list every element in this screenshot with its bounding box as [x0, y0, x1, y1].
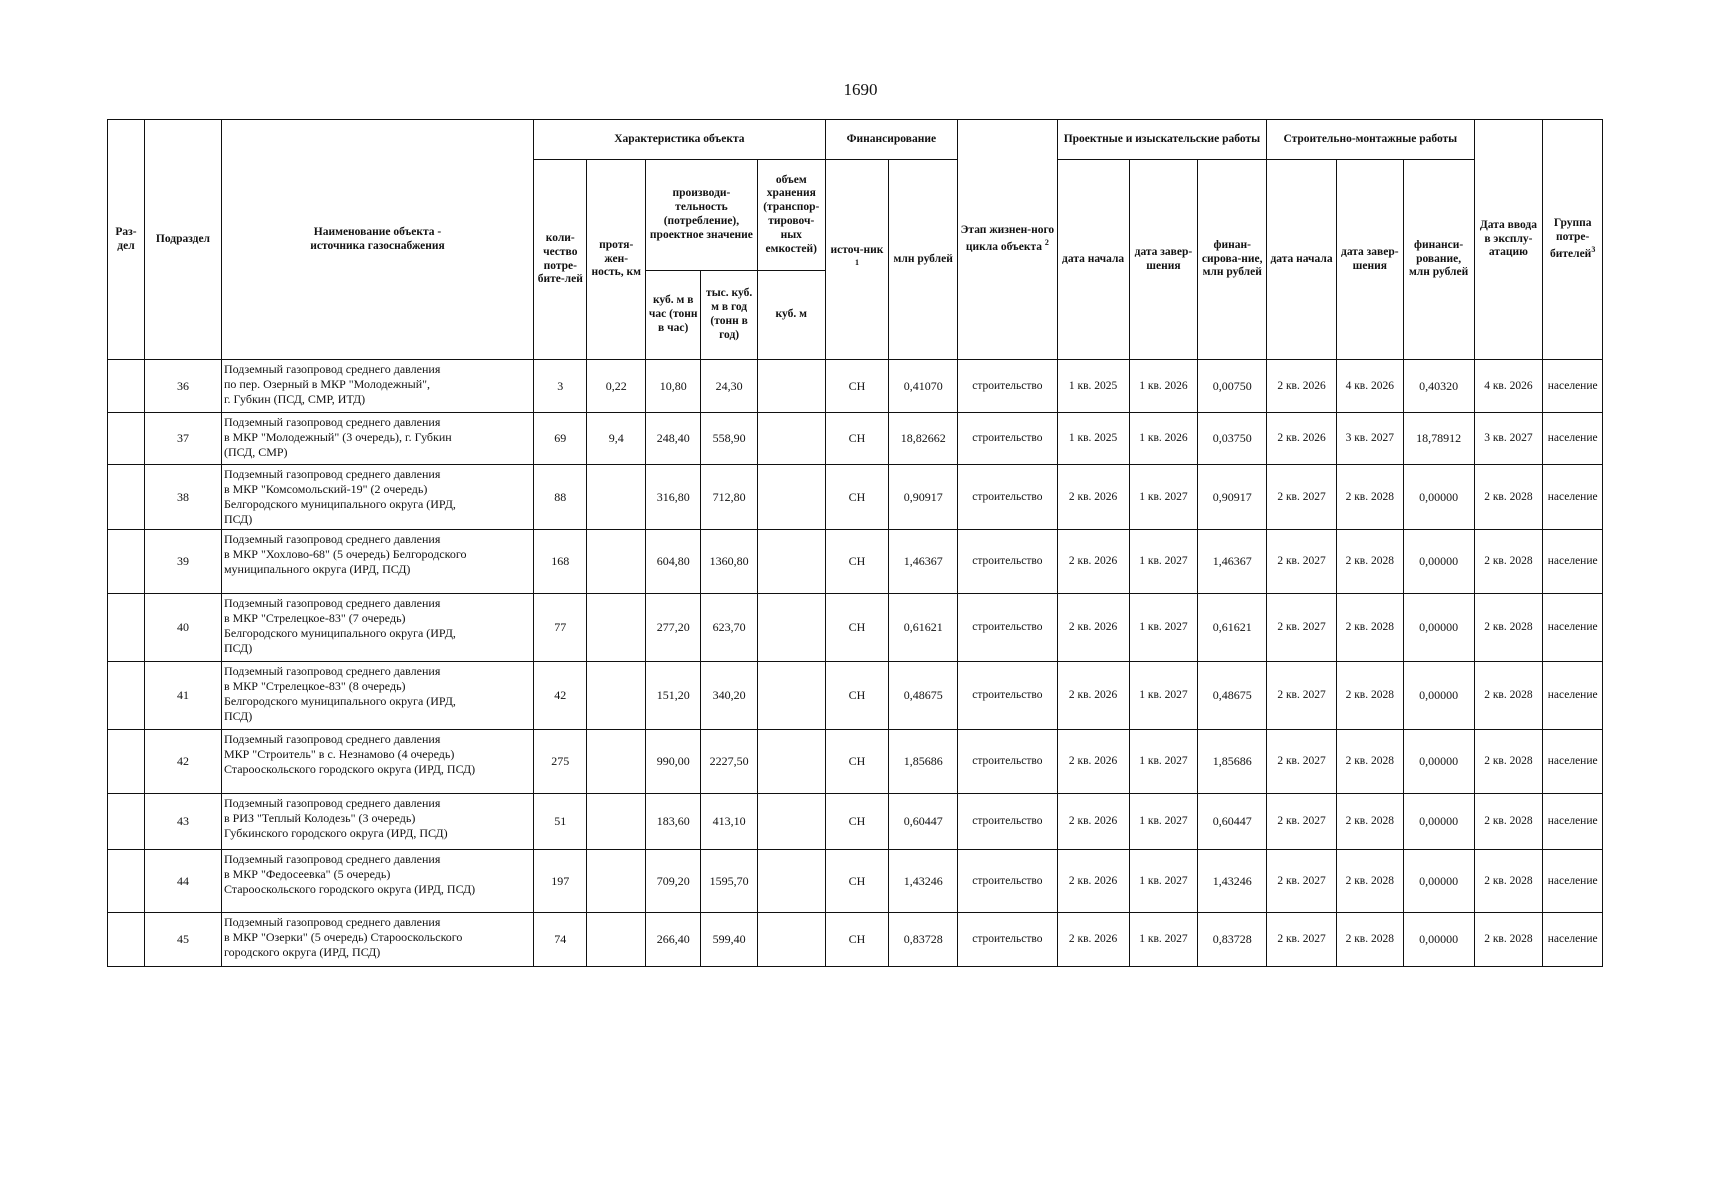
commissioning-cell: 2 кв. 2028 — [1474, 730, 1543, 794]
commissioning-cell: 3 кв. 2027 — [1474, 413, 1543, 465]
capacity-hour-cell: 10,80 — [645, 360, 700, 413]
consumers-cell: 197 — [534, 850, 587, 913]
header-source-label: источ-ник — [830, 244, 884, 257]
design-start-cell: 1 кв. 2025 — [1057, 413, 1129, 465]
header-source — [825, 160, 889, 360]
capacity-hour-cell: 248,40 — [645, 413, 700, 465]
amount-cell: 1,46367 — [889, 530, 958, 594]
design-end-cell: 1 кв. 2027 — [1129, 794, 1198, 850]
length-cell — [587, 730, 646, 794]
design-financing-cell: 0,61621 — [1198, 594, 1267, 662]
consumers-cell: 51 — [534, 794, 587, 850]
lifecycle-stage-cell: строительство — [958, 662, 1058, 730]
header-object-name — [221, 120, 533, 360]
consumers-cell: 88 — [534, 465, 587, 530]
construction-end-cell: 2 кв. 2028 — [1336, 465, 1403, 530]
source-cell: СН — [825, 465, 889, 530]
object-name-line: в МКР "Стрелецкое-83" (7 очередь) — [223, 611, 406, 625]
object-name-line: Губкинского городского округа (ИРД, ПСД) — [223, 826, 448, 840]
section-cell — [108, 850, 145, 913]
construction-start-cell: 2 кв. 2026 — [1267, 360, 1337, 413]
section-cell — [108, 662, 145, 730]
consumer-group-cell: население — [1543, 594, 1603, 662]
design-start-cell: 2 кв. 2026 — [1057, 465, 1129, 530]
object-name-cell — [221, 662, 533, 730]
consumer-group-cell: население — [1543, 850, 1603, 913]
object-name-line: Старооскольского городского округа (ИРД, ПСД) — [223, 882, 476, 896]
object-name-line: в МКР "Федосеевка" (5 очередь) — [223, 867, 391, 881]
length-cell: 9,4 — [587, 413, 646, 465]
construction-start-cell: 2 кв. 2027 — [1267, 794, 1337, 850]
header-construction-financing: финанси-рование, млн рублей — [1403, 160, 1474, 360]
lifecycle-stage-cell: строительство — [958, 850, 1058, 913]
consumers-cell: 42 — [534, 662, 587, 730]
section-cell — [108, 913, 145, 967]
object-name-line: Подземный газопровод среднего давления — [223, 796, 441, 810]
consumers-cell: 74 — [534, 913, 587, 967]
design-financing-cell: 0,00750 — [1198, 360, 1267, 413]
construction-financing-cell: 18,78912 — [1403, 413, 1474, 465]
table-row — [108, 594, 1603, 662]
source-cell: СН — [825, 530, 889, 594]
design-financing-cell: 1,43246 — [1198, 850, 1267, 913]
design-start-cell: 2 кв. 2026 — [1057, 662, 1129, 730]
header-construction-start: дата начала — [1267, 160, 1337, 360]
design-financing-cell: 0,03750 — [1198, 413, 1267, 465]
commissioning-cell: 2 кв. 2028 — [1474, 465, 1543, 530]
header-object-name-line: источника газоснабжения — [310, 239, 445, 252]
object-name-cell — [221, 594, 533, 662]
capacity-year-cell: 599,40 — [701, 913, 757, 967]
object-name-line: Белгородского муниципального округа (ИРД, — [223, 497, 456, 511]
object-name-line: муниципального округа (ИРД, ПСД) — [223, 562, 411, 576]
object-name-line: Белгородского муниципального округа (ИРД, — [223, 694, 456, 708]
capacity-hour-cell: 709,20 — [645, 850, 700, 913]
length-cell — [587, 530, 646, 594]
header-characteristics: Характеристика объекта — [534, 120, 826, 160]
construction-financing-cell: 0,00000 — [1403, 594, 1474, 662]
consumer-group-cell: население — [1543, 413, 1603, 465]
object-name-line: Подземный газопровод среднего давления — [223, 532, 441, 546]
storage-cell — [757, 913, 825, 967]
length-cell — [587, 913, 646, 967]
construction-financing-cell: 0,00000 — [1403, 850, 1474, 913]
construction-financing-cell: 0,00000 — [1403, 662, 1474, 730]
object-name-line: Подземный газопровод среднего давления — [223, 915, 441, 929]
object-name-cell — [221, 360, 533, 413]
header-section: Раз-дел — [108, 120, 145, 360]
capacity-hour-cell: 277,20 — [645, 594, 700, 662]
commissioning-cell: 2 кв. 2028 — [1474, 530, 1543, 594]
design-financing-cell: 1,46367 — [1198, 530, 1267, 594]
table-row — [108, 530, 1603, 594]
table-row — [108, 465, 1603, 530]
length-cell — [587, 594, 646, 662]
section-cell — [108, 594, 145, 662]
source-cell: СН — [825, 413, 889, 465]
object-name-line: МКР "Строитель" в с. Незнамово (4 очередь) — [223, 747, 455, 761]
object-name-line: в РИЗ "Теплый Колодезь" (3 очередь) — [223, 811, 416, 825]
consumer-group-cell: население — [1543, 465, 1603, 530]
amount-cell: 1,85686 — [889, 730, 958, 794]
commissioning-cell: 2 кв. 2028 — [1474, 850, 1543, 913]
subsection-cell: 43 — [144, 794, 221, 850]
header-lifecycle-label: Этап жизнен-ного цикла объекта — [960, 224, 1055, 253]
section-cell — [108, 730, 145, 794]
storage-cell — [757, 850, 825, 913]
lifecycle-stage-cell: строительство — [958, 794, 1058, 850]
capacity-year-cell: 558,90 — [701, 413, 757, 465]
amount-cell: 18,82662 — [889, 413, 958, 465]
object-name-cell — [221, 413, 533, 465]
header-consumer-group — [1543, 120, 1603, 360]
header-design-financing: финан-сирова-ние, млн рублей — [1198, 160, 1267, 360]
construction-start-cell: 2 кв. 2027 — [1267, 913, 1337, 967]
construction-end-cell: 2 кв. 2028 — [1336, 850, 1403, 913]
length-cell — [587, 794, 646, 850]
object-name-cell — [221, 530, 533, 594]
lifecycle-stage-cell: строительство — [958, 413, 1058, 465]
consumers-cell: 69 — [534, 413, 587, 465]
header-consumer-group-label: Группа потре-бителей — [1550, 217, 1592, 260]
capacity-year-cell: 413,10 — [701, 794, 757, 850]
table-row — [108, 413, 1603, 465]
source-cell: СН — [825, 913, 889, 967]
construction-start-cell: 2 кв. 2027 — [1267, 465, 1337, 530]
header-lifecycle-footnote: 2 — [1044, 238, 1049, 248]
lifecycle-stage-cell: строительство — [958, 730, 1058, 794]
section-cell — [108, 530, 145, 594]
design-end-cell: 1 кв. 2026 — [1129, 413, 1198, 465]
object-name-cell — [221, 465, 533, 530]
design-financing-cell: 0,83728 — [1198, 913, 1267, 967]
capacity-year-cell: 24,30 — [701, 360, 757, 413]
lifecycle-stage-cell: строительство — [958, 913, 1058, 967]
source-cell: СН — [825, 794, 889, 850]
length-cell — [587, 850, 646, 913]
subsection-cell: 38 — [144, 465, 221, 530]
table-row — [108, 360, 1603, 413]
commissioning-cell: 2 кв. 2028 — [1474, 594, 1543, 662]
header-object-name-line: Наименование объекта - — [313, 225, 442, 238]
capacity-year-cell: 712,80 — [701, 465, 757, 530]
header-design-start: дата начала — [1057, 160, 1129, 360]
length-cell — [587, 662, 646, 730]
table-body — [108, 360, 1603, 967]
lifecycle-stage-cell: строительство — [958, 594, 1058, 662]
construction-end-cell: 2 кв. 2028 — [1336, 913, 1403, 967]
consumers-cell: 275 — [534, 730, 587, 794]
capacity-hour-cell: 266,40 — [645, 913, 700, 967]
amount-cell: 0,41070 — [889, 360, 958, 413]
section-cell — [108, 360, 145, 413]
capacity-year-cell: 1595,70 — [701, 850, 757, 913]
construction-financing-cell: 0,40320 — [1403, 360, 1474, 413]
storage-cell — [757, 360, 825, 413]
header-source-footnote: 1 — [854, 258, 859, 268]
object-name-line: ПСД) — [223, 512, 253, 526]
table-row — [108, 662, 1603, 730]
storage-cell — [757, 413, 825, 465]
design-financing-cell: 0,60447 — [1198, 794, 1267, 850]
header-capacity-year: тыс. куб. м в год (тонн в год) — [701, 271, 757, 360]
construction-start-cell: 2 кв. 2026 — [1267, 413, 1337, 465]
design-end-cell: 1 кв. 2026 — [1129, 360, 1198, 413]
header-length: протя-жен-ность, км — [587, 160, 646, 360]
section-cell — [108, 465, 145, 530]
header-construction-works: Строительно-монтажные работы — [1267, 120, 1474, 160]
object-name-line: ПСД) — [223, 641, 253, 655]
design-start-cell: 2 кв. 2026 — [1057, 594, 1129, 662]
construction-start-cell: 2 кв. 2027 — [1267, 530, 1337, 594]
object-name-cell — [221, 730, 533, 794]
subsection-cell: 41 — [144, 662, 221, 730]
subsection-cell: 42 — [144, 730, 221, 794]
consumers-cell: 77 — [534, 594, 587, 662]
header-capacity: производи-тельность (потребление), проектное значение — [645, 160, 757, 271]
amount-cell: 0,83728 — [889, 913, 958, 967]
commissioning-cell: 2 кв. 2028 — [1474, 913, 1543, 967]
capacity-year-cell: 623,70 — [701, 594, 757, 662]
commissioning-cell: 2 кв. 2028 — [1474, 662, 1543, 730]
amount-cell: 0,61621 — [889, 594, 958, 662]
length-cell — [587, 465, 646, 530]
amount-cell: 0,48675 — [889, 662, 958, 730]
design-end-cell: 1 кв. 2027 — [1129, 730, 1198, 794]
construction-end-cell: 2 кв. 2028 — [1336, 530, 1403, 594]
design-end-cell: 1 кв. 2027 — [1129, 530, 1198, 594]
capacity-year-cell: 340,20 — [701, 662, 757, 730]
gas-supply-table — [107, 119, 1603, 967]
section-cell — [108, 794, 145, 850]
section-cell — [108, 413, 145, 465]
capacity-hour-cell: 151,20 — [645, 662, 700, 730]
source-cell: СН — [825, 730, 889, 794]
header-construction-end: дата завер-шения — [1336, 160, 1403, 360]
construction-start-cell: 2 кв. 2027 — [1267, 730, 1337, 794]
lifecycle-stage-cell: строительство — [958, 465, 1058, 530]
header-design-works: Проектные и изыскательские работы — [1057, 120, 1266, 160]
consumer-group-cell: население — [1543, 794, 1603, 850]
consumer-group-cell: население — [1543, 662, 1603, 730]
consumers-cell: 168 — [534, 530, 587, 594]
construction-start-cell: 2 кв. 2027 — [1267, 850, 1337, 913]
table-row — [108, 913, 1603, 967]
object-name-line: по пер. Озерный в МКР "Молодежный", — [223, 377, 431, 391]
capacity-hour-cell: 183,60 — [645, 794, 700, 850]
source-cell: СН — [825, 594, 889, 662]
object-name-line: (ПСД, СМР) — [223, 445, 288, 459]
object-name-line: Подземный газопровод среднего давления — [223, 362, 441, 376]
object-name-line: Подземный газопровод среднего давления — [223, 732, 441, 746]
capacity-hour-cell: 990,00 — [645, 730, 700, 794]
object-name-line: г. Губкин (ПСД, СМР, ИТД) — [223, 392, 366, 406]
storage-cell — [757, 794, 825, 850]
object-name-line: Белгородского муниципального округа (ИРД, — [223, 626, 456, 640]
header-storage: объем хранения (транспор-тировоч-ных емкостей) — [757, 160, 825, 271]
object-name-line: городского округа (ИРД, ПСД) — [223, 945, 381, 959]
construction-financing-cell: 0,00000 — [1403, 465, 1474, 530]
header-design-end: дата завер-шения — [1129, 160, 1198, 360]
construction-financing-cell: 0,00000 — [1403, 913, 1474, 967]
design-end-cell: 1 кв. 2027 — [1129, 850, 1198, 913]
source-cell: СН — [825, 850, 889, 913]
header-consumers-count: коли-чество потре-бите-лей — [534, 160, 587, 360]
construction-financing-cell: 0,00000 — [1403, 530, 1474, 594]
capacity-hour-cell: 316,80 — [645, 465, 700, 530]
table-row — [108, 794, 1603, 850]
construction-financing-cell: 0,00000 — [1403, 794, 1474, 850]
capacity-hour-cell: 604,80 — [645, 530, 700, 594]
design-start-cell: 2 кв. 2026 — [1057, 730, 1129, 794]
consumer-group-cell: население — [1543, 730, 1603, 794]
construction-start-cell: 2 кв. 2027 — [1267, 594, 1337, 662]
object-name-cell — [221, 794, 533, 850]
design-start-cell: 2 кв. 2026 — [1057, 530, 1129, 594]
design-start-cell: 2 кв. 2026 — [1057, 850, 1129, 913]
construction-financing-cell: 0,00000 — [1403, 730, 1474, 794]
storage-cell — [757, 730, 825, 794]
object-name-line: ПСД) — [223, 709, 253, 723]
design-end-cell: 1 кв. 2027 — [1129, 662, 1198, 730]
consumer-group-cell: население — [1543, 530, 1603, 594]
table-row — [108, 850, 1603, 913]
length-cell: 0,22 — [587, 360, 646, 413]
construction-start-cell: 2 кв. 2027 — [1267, 662, 1337, 730]
object-name-line: Подземный газопровод среднего давления — [223, 467, 441, 481]
lifecycle-stage-cell: строительство — [958, 530, 1058, 594]
object-name-line: в МКР "Озерки" (5 очередь) Старооскольского — [223, 930, 463, 944]
design-end-cell: 1 кв. 2027 — [1129, 594, 1198, 662]
amount-cell: 1,43246 — [889, 850, 958, 913]
consumer-group-cell: население — [1543, 913, 1603, 967]
object-name-line: в МКР "Молодежный" (3 очередь), г. Губкин — [223, 430, 452, 444]
object-name-line: в МКР "Стрелецкое-83" (8 очередь) — [223, 679, 406, 693]
header-consumer-group-footnote: 3 — [1591, 244, 1596, 254]
consumer-group-cell: население — [1543, 360, 1603, 413]
design-start-cell: 2 кв. 2026 — [1057, 794, 1129, 850]
subsection-cell: 44 — [144, 850, 221, 913]
subsection-cell: 37 — [144, 413, 221, 465]
construction-end-cell: 4 кв. 2026 — [1336, 360, 1403, 413]
construction-end-cell: 3 кв. 2027 — [1336, 413, 1403, 465]
object-name-line: Старооскольского городского округа (ИРД, ПСД) — [223, 762, 476, 776]
design-start-cell: 2 кв. 2026 — [1057, 913, 1129, 967]
capacity-year-cell: 1360,80 — [701, 530, 757, 594]
table-row — [108, 730, 1603, 794]
header-amount: млн рублей — [889, 160, 958, 360]
design-financing-cell: 1,85686 — [1198, 730, 1267, 794]
source-cell: СН — [825, 360, 889, 413]
design-financing-cell: 0,48675 — [1198, 662, 1267, 730]
object-name-cell — [221, 913, 533, 967]
design-end-cell: 1 кв. 2027 — [1129, 465, 1198, 530]
capacity-year-cell: 2227,50 — [701, 730, 757, 794]
amount-cell: 0,90917 — [889, 465, 958, 530]
construction-end-cell: 2 кв. 2028 — [1336, 662, 1403, 730]
page-number: 1690 — [843, 80, 878, 99]
amount-cell: 0,60447 — [889, 794, 958, 850]
header-subsection: Подраздел — [144, 120, 221, 360]
object-name-line: в МКР "Комсомольский-19" (2 очередь) — [223, 482, 428, 496]
consumers-cell: 3 — [534, 360, 587, 413]
object-name-line: Подземный газопровод среднего давления — [223, 664, 441, 678]
object-name-line: Подземный газопровод среднего давления — [223, 596, 441, 610]
source-cell: СН — [825, 662, 889, 730]
header-financing: Финансирование — [825, 120, 957, 160]
header-storage-unit: куб. м — [757, 271, 825, 360]
construction-end-cell: 2 кв. 2028 — [1336, 594, 1403, 662]
table-header — [108, 120, 1603, 360]
construction-end-cell: 2 кв. 2028 — [1336, 794, 1403, 850]
storage-cell — [757, 530, 825, 594]
storage-cell — [757, 662, 825, 730]
header-commissioning: Дата ввода в эксплу-атацию — [1474, 120, 1543, 360]
subsection-cell: 45 — [144, 913, 221, 967]
commissioning-cell: 4 кв. 2026 — [1474, 360, 1543, 413]
object-name-line: Подземный газопровод среднего давления — [223, 852, 441, 866]
design-end-cell: 1 кв. 2027 — [1129, 913, 1198, 967]
storage-cell — [757, 594, 825, 662]
header-lifecycle — [958, 120, 1058, 360]
header-capacity-hour: куб. м в час (тонн в час) — [645, 271, 700, 360]
object-name-line: в МКР "Хохлово-68" (5 очередь) Белгородского — [223, 547, 467, 561]
storage-cell — [757, 465, 825, 530]
construction-end-cell: 2 кв. 2028 — [1336, 730, 1403, 794]
object-name-cell — [221, 850, 533, 913]
subsection-cell: 36 — [144, 360, 221, 413]
object-name-line: Подземный газопровод среднего давления — [223, 415, 441, 429]
subsection-cell: 39 — [144, 530, 221, 594]
commissioning-cell: 2 кв. 2028 — [1474, 794, 1543, 850]
design-start-cell: 1 кв. 2025 — [1057, 360, 1129, 413]
lifecycle-stage-cell: строительство — [958, 360, 1058, 413]
subsection-cell: 40 — [144, 594, 221, 662]
design-financing-cell: 0,90917 — [1198, 465, 1267, 530]
